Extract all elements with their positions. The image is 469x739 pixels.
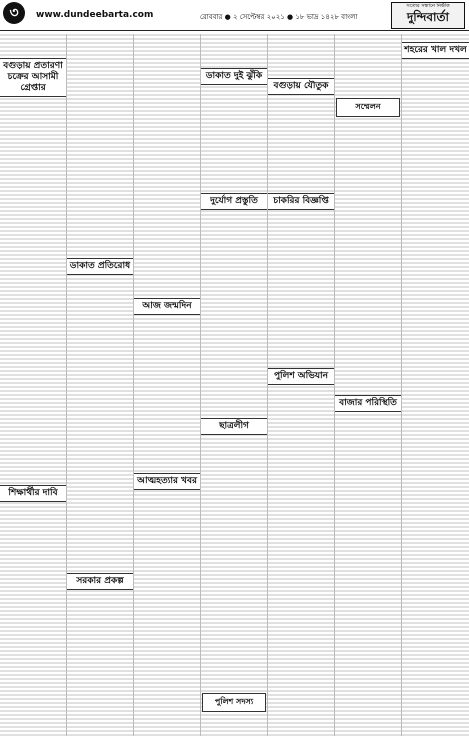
page-header (0, 0, 469, 31)
column-3 (134, 34, 201, 736)
headline: চাকরির বিজ্ঞপ্তি (268, 193, 334, 210)
headline: বাজার পরিস্থিতি (335, 395, 401, 412)
column-7 (402, 34, 469, 736)
page-number: ৩ (3, 2, 25, 24)
headline: আত্মহত্যার খবর (134, 473, 200, 490)
footer-box: পুলিশ সদস্য (202, 693, 266, 712)
column-4 (201, 34, 268, 736)
article-text (67, 34, 133, 736)
headline: আজ জন্মদিন (134, 298, 200, 315)
article-text (0, 34, 66, 736)
headline: ডাকাত দুই ঝুঁকি (201, 68, 267, 85)
conference-box: সম্মেলন (336, 98, 400, 117)
logo-name: দুন্দিবার্তা (406, 10, 449, 24)
article-text (402, 34, 469, 736)
masthead-logo (391, 2, 465, 29)
logo-tagline: সত্যের সন্ধানে নির্ভীক (406, 3, 450, 9)
headline: বগুড়ায় প্রতারণা চক্রের আসামী গ্রেপ্তার (0, 58, 66, 97)
article-text (201, 34, 267, 736)
article-text (268, 34, 334, 736)
date-line: রোববার ● ২ সেপ্টেম্বর ২০২১ ● ১৮ ভাদ্র ১৪২৮ বাংলা (200, 13, 358, 21)
headline: বগুড়ায় যৌতুক (268, 78, 334, 95)
column-6 (335, 34, 402, 736)
article-text (335, 34, 401, 736)
headline: শহরের খাল দখল (402, 42, 469, 59)
article-text (134, 34, 200, 736)
headline: ছাত্রলীগ (201, 418, 267, 435)
column-1 (0, 34, 67, 736)
column-5 (268, 34, 335, 736)
headline: দুর্যোগ প্রস্তুতি (201, 193, 267, 210)
headline: ডাকাত প্রতিরোধ (67, 258, 133, 275)
headline: শিক্ষার্থীর দাবি (0, 485, 66, 502)
column-2 (67, 34, 134, 736)
headline: পুলিশ অভিযান (268, 368, 334, 385)
headline: সরকার প্রকল্প (67, 573, 133, 590)
website-url[interactable]: www.dundeebarta.com (36, 10, 154, 20)
